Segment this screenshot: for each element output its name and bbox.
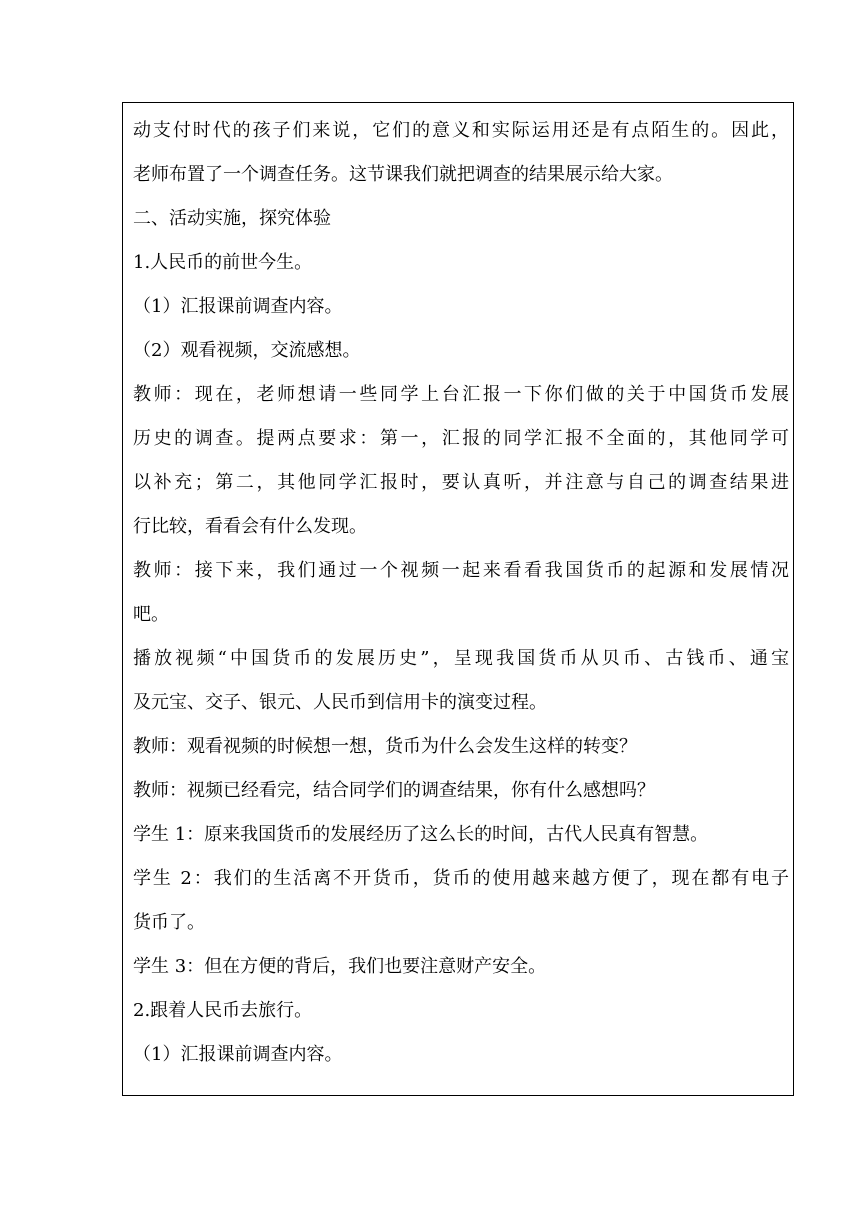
step-item-1: （1）汇报课前调查内容。 xyxy=(133,296,343,317)
text-line-17: 学生 1：原来我国货币的发展经历了这么长的时间，古代人民真有智慧。 xyxy=(133,824,709,845)
step-item-3: （1）汇报课前调查内容。 xyxy=(133,1044,343,1065)
text-line-18: 学生 2：我们的生活离不开货币，货币的使用越来越方便了，现在都有电子 xyxy=(133,868,789,889)
text-line-12: 吧。 xyxy=(133,604,169,625)
text-line-9: 以补充；第二，其他同学汇报时，要认真听，并注意与自己的调查结果进 xyxy=(133,472,789,493)
text-line-8: 历史的调查。提两点要求：第一，汇报的同学汇报不全面的，其他同学可 xyxy=(133,428,789,449)
text-line-1: 动支付时代的孩子们来说，它们的意义和实际运用还是有点陌生的。因此， xyxy=(133,120,789,141)
text-line-19: 货币了。 xyxy=(133,912,205,933)
text-line-13: 播放视频“中国货币的发展历史”，呈现我国货币从贝币、古钱币、通宝 xyxy=(133,648,789,669)
text-line-14: 及元宝、交子、银元、人民币到信用卡的演变过程。 xyxy=(133,692,547,713)
text-line-7: 教师：现在，老师想请一些同学上台汇报一下你们做的关于中国货币发展 xyxy=(133,384,789,405)
text-line-11: 教师：接下来，我们通过一个视频一起来看看我国货币的起源和发展情况 xyxy=(133,560,789,581)
subsection-heading-1: 1.人民币的前世今生。 xyxy=(133,252,313,273)
step-item-2: （2）观看视频，交流感想。 xyxy=(133,340,361,361)
text-line-20: 学生 3：但在方便的背后，我们也要注意财产安全。 xyxy=(133,956,547,977)
subsection-heading-2: 2.跟着人民币去旅行。 xyxy=(133,1000,313,1021)
content-table-cell xyxy=(122,102,794,1096)
text-line-10: 行比较，看看会有什么发现。 xyxy=(133,516,367,537)
section-heading: 二、活动实施，探究体验 xyxy=(133,208,331,229)
text-line-15: 教师：观看视频的时候想一想，货币为什么会发生这样的转变？ xyxy=(133,736,637,757)
text-line-16: 教师：视频已经看完，结合同学们的调查结果，你有什么感想吗？ xyxy=(133,780,655,801)
text-line-2: 老师布置了一个调查任务。这节课我们就把调查的结果展示给大家。 xyxy=(133,164,673,185)
